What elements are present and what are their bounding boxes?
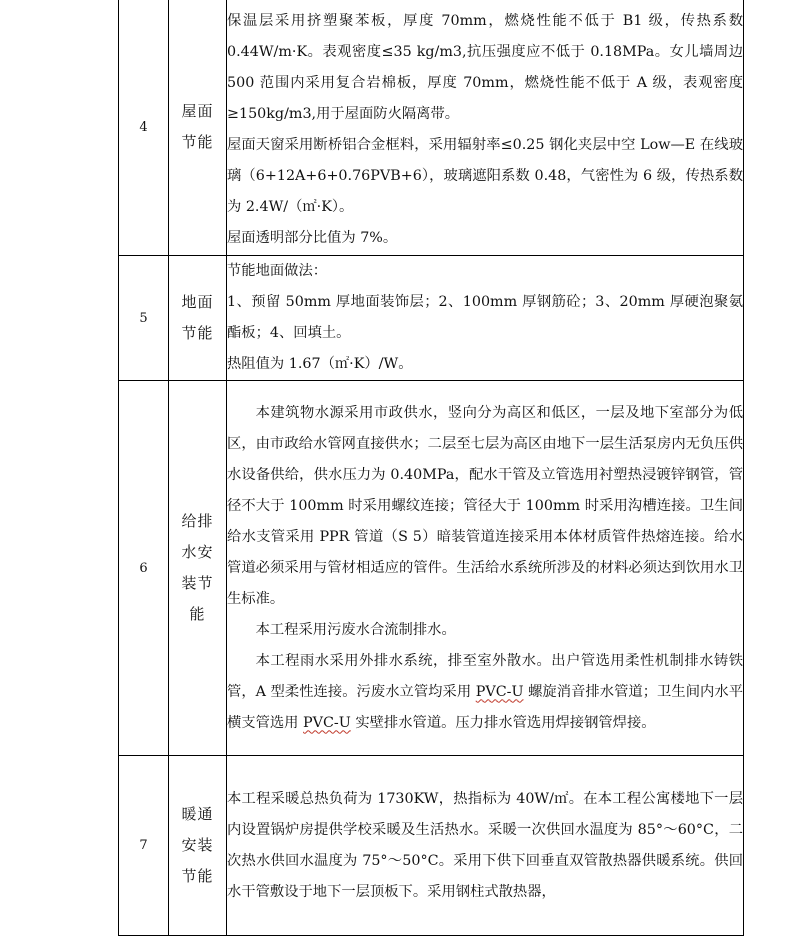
item-name-line: 水安 <box>181 543 214 561</box>
item-name-line: 安装 <box>181 836 214 854</box>
row-item-name <box>169 256 227 381</box>
row-content <box>227 256 744 381</box>
item-name-line: 节能 <box>181 324 214 342</box>
table-row <box>119 756 744 936</box>
table-row <box>119 0 744 256</box>
content-paragraph: 屋面透明部分比值为 7%。 <box>227 229 398 246</box>
item-name-line: 暖通 <box>181 805 214 823</box>
content-paragraph: 节能地面做法： <box>227 263 328 279</box>
content-paragraph: 保温层采用挤塑聚苯板，厚度 70mm，燃烧性能不低于 B1 级，传热系数 0.44W/m·K。表观密度≤35 kg/m3,抗压强度应不低于 0.18MPa。女儿墙周边 500 范围内采用复合岩棉板，厚度 70mm，燃烧性能不低于 A 级，表观密度≥150kg/m3,用于屋面防火隔离带。 <box>227 12 743 122</box>
content-paragraph: 1、预留 50mm 厚地面装饰层；2、100mm 厚钢筋砼；3、20mm 厚硬泡聚氨酯板；4、回填土。 <box>227 294 743 341</box>
content-paragraph: 本工程采暖总热负荷为 1730KW，热指标为 40W/㎡。在本工程公寓楼地下一层内设置锅炉房提供学校采暖及生活热水。采暖一次供回水温度为 85°～60°C，二次热水供回水温度为 75°～50°C。采用下供下回垂直双管散热器供暖系统。供回水干管敷设于地下一层顶板下。采用钢柱式散热器， <box>227 791 743 900</box>
row-number: 5 <box>119 256 169 381</box>
content-text: 螺旋消音排水管道；卫生间内水平横支管选用 <box>227 683 743 731</box>
item-name-line: 能 <box>189 605 206 623</box>
spellcheck-flagged-text: PVC-U <box>303 714 351 731</box>
table-row <box>119 381 744 756</box>
row-content <box>227 756 744 936</box>
table-row <box>119 256 744 381</box>
row-item-name <box>169 0 227 256</box>
item-name-line: 节能 <box>181 133 214 151</box>
row-number: 6 <box>119 381 169 756</box>
row-number: 4 <box>119 0 169 256</box>
item-name-line: 地面 <box>181 293 214 311</box>
row-content <box>227 0 744 256</box>
item-name-line: 节能 <box>181 867 214 885</box>
row-item-name <box>169 381 227 756</box>
content-text: 本工程雨水采用外排水系统，排至室外散水。出户管选用柔性机制排水铸铁管，A 型柔性连接。污废水立管均采用 <box>227 652 743 700</box>
content-paragraph: 热阻值为 1.67（㎡·K）/W。 <box>227 356 413 372</box>
content-text: 实壁排水管道。压力排水管选用焊接钢管焊接。 <box>350 714 656 731</box>
content-paragraph <box>227 646 743 739</box>
content-paragraph: 本建筑物水源采用市政供水，竖向分为高区和低区，一层及地下室部分为低区，由市政给水管网直接供水；二层至七层为高区由地下一层生活泵房内无负压供水设备供给，供水压力为 0.40MPa，配水干管及立管选用衬塑热浸镀锌钢管，管径不大于 100mm 时采用螺纹连接；管径大于 100mm 时采用沟槽连接。卫生间给水支管采用 PPR 管道（S 5）暗装管道连接采用本体材质管件热熔连接。给水管道必须采用与管材相适应的管件。生活给水系统所涉及的材料必须达到饮用水卫生标准。 <box>227 404 743 607</box>
spellcheck-flagged-text: PVC-U <box>475 683 524 700</box>
item-name-line: 屋面 <box>181 102 214 120</box>
row-content <box>227 381 744 756</box>
item-name-line: 给排 <box>181 512 214 530</box>
row-item-name <box>169 756 227 936</box>
content-paragraph: 屋面天窗采用断桥铝合金框料，采用辐射率≤0.25 钢化夹层中空 Low—E 在线玻璃（6+12A+6+0.76PVB+6），玻璃遮阳系数 0.48，气密性为 6 级，传热系数为 2.4W/（㎡·K）。 <box>227 136 743 215</box>
row-number: 7 <box>119 756 169 936</box>
item-name-line: 装节 <box>181 574 214 592</box>
energy-saving-table <box>118 0 744 936</box>
content-paragraph: 本工程采用污废水合流制排水。 <box>255 621 456 638</box>
